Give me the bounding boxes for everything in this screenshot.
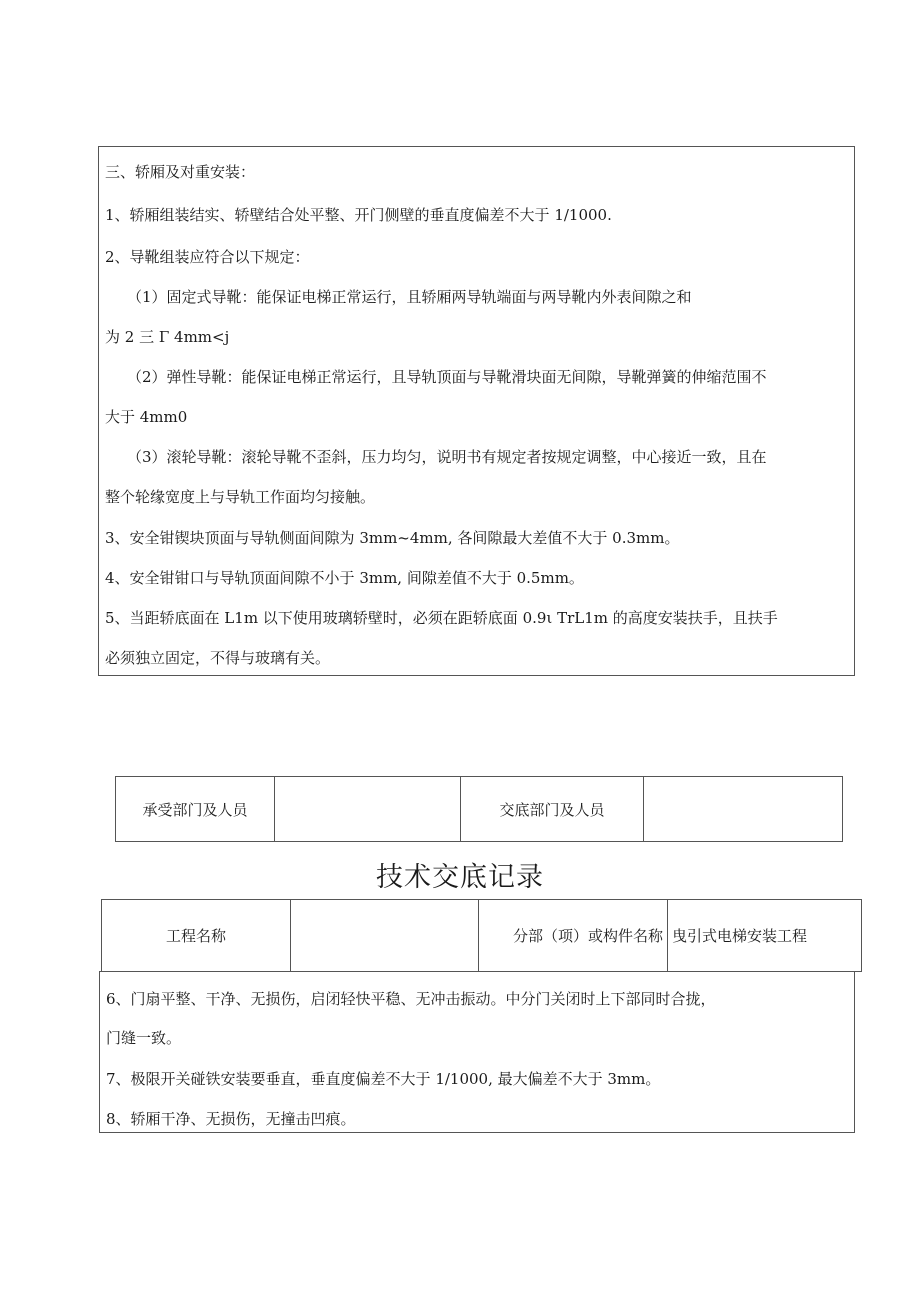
item-6: 6、门扇平整、干净、无损伤，启闭轻快平稳、无冲击振动。中分门关闭时上下部同时合拢， — [106, 990, 716, 1008]
project-name-value[interactable] — [291, 900, 479, 972]
issuer-value[interactable] — [644, 777, 843, 842]
issuer-label: 交底部门及人员 — [461, 777, 644, 842]
item-2-2-cont: 大于 4mm0 — [105, 408, 188, 426]
item-2-1-cont: 为 2 三 Γ 4mm<j — [105, 328, 230, 346]
receiver-value[interactable] — [275, 777, 461, 842]
item-8: 8、轿厢干净、无损伤，无撞击凹痕。 — [106, 1110, 356, 1128]
receiver-label: 承受部门及人员 — [116, 777, 275, 842]
item-6-cont: 门缝一致。 — [106, 1029, 182, 1047]
item-3: 3、安全钳锲块顶面与导轨侧面间隙为 3mm~4mm, 各间隙最大差值不大于 0.3mm。 — [105, 529, 680, 547]
item-2-3-cont: 整个轮缘宽度上与导轨工作面均匀接触。 — [105, 488, 376, 506]
item-5: 5、当距轿底面在 L1m 以下使用玻璃轿壁时，必须在距轿底面 0.9ι TrL1m 的高度安装扶手，且扶手 — [105, 609, 778, 627]
item-1: 1、轿厢组装结实、轿壁结合处平整、开门侧壁的垂直度偏差不大于 1/1000. — [105, 206, 612, 224]
project-table — [101, 899, 862, 972]
item-5-cont: 必须独立固定，不得与玻璃有关。 — [105, 649, 331, 667]
item-2-2: （2）弹性导靴：能保证电梯正常运行，且导轨顶面与导靴滑块面无间隙，导靴弹簧的伸缩范围不 — [127, 368, 767, 386]
project-name-label: 工程名称 — [102, 900, 291, 972]
part-value: 曳引式电梯安装工程 — [668, 900, 862, 972]
item-4: 4、安全钳钳口与导轨顶面间隙不小于 3mm, 间隙差值不大于 0.5mm。 — [105, 569, 584, 587]
part-label: 分部（项）或构件名称 — [479, 900, 668, 972]
item-2: 2、导靴组装应符合以下规定： — [105, 248, 310, 266]
item-2-1: （1）固定式导靴：能保证电梯正常运行，且轿厢两导轨端面与两导靴内外表间隙之和 — [127, 288, 692, 306]
requirements-box-2 — [99, 971, 855, 1133]
record-title: 技术交底记录 — [376, 862, 544, 893]
signature-table — [115, 776, 843, 842]
requirements-box-1 — [98, 146, 855, 676]
item-7: 7、极限开关碰铁安装要垂直，垂直度偏差不大于 1/1000, 最大偏差不大于 3mm。 — [106, 1070, 661, 1088]
section-heading: 三、轿厢及对重安装： — [105, 163, 256, 181]
item-2-3: （3）滚轮导靴：滚轮导靴不歪斜，压力均匀，说明书有规定者按规定调整，中心接近一致，且在 — [127, 448, 767, 466]
